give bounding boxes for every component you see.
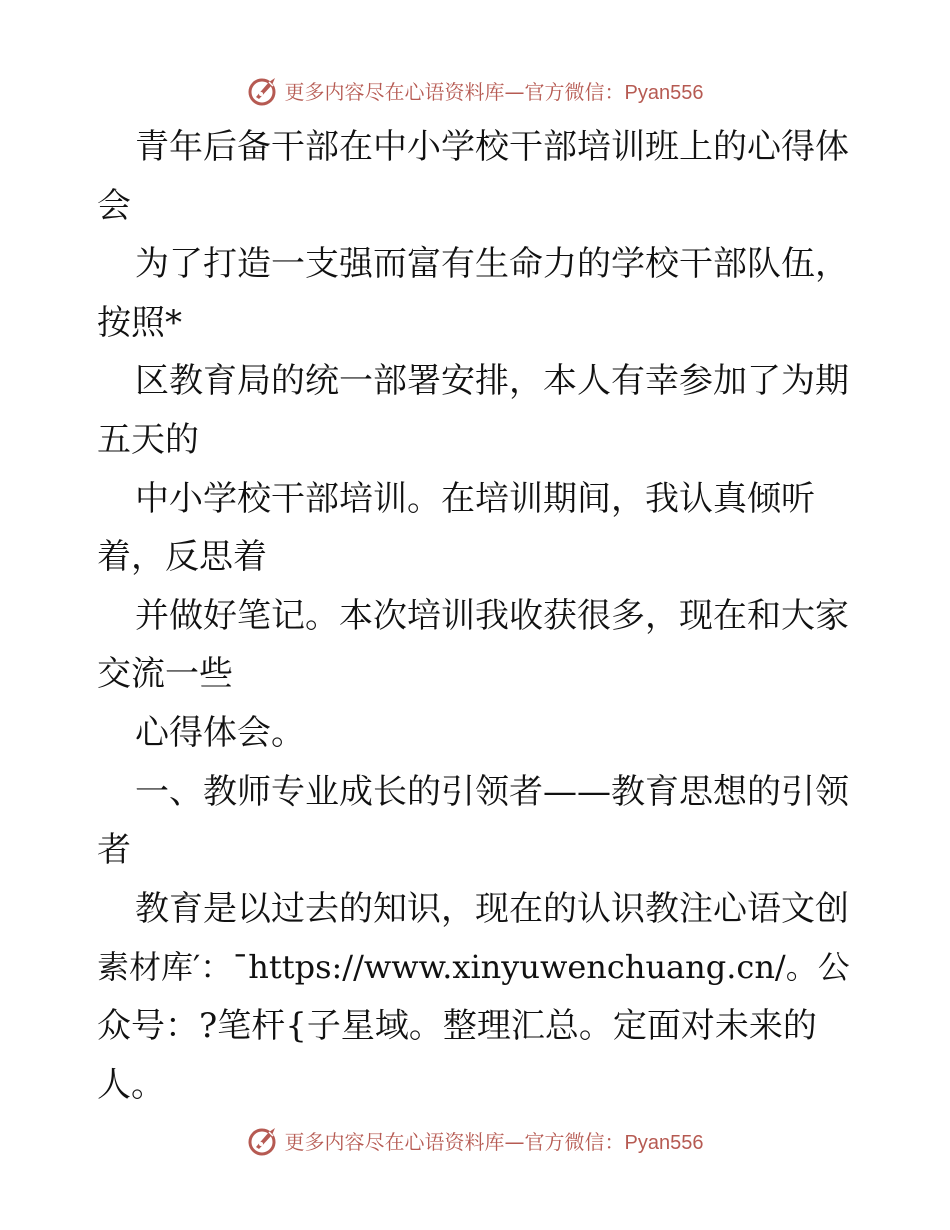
text-line: 交流一些 [97,654,233,695]
text-line: 为了打造一支强而富有生命力的学校干部队伍， [135,244,849,285]
text-line: 按照* [97,302,182,343]
banner-handle: Pyan556 [624,81,704,104]
text-line: 教育是以过去的知识，现在的认识教注心语文创 [135,888,849,929]
text-line: 素材库′：¯https://www.xinyuwenchuang.cn/。公 [97,948,850,987]
pen-nib-logo-icon [247,73,281,107]
text-line: 着，反思着 [97,537,267,578]
text-line: 人。 [97,1064,165,1105]
banner-text: 更多内容尽在心语资料库—官方微信：Pyan556 [284,1129,704,1154]
text-line: 青年后备干部在中小学校干部培训班上的心得体 [135,127,849,167]
text-line: 会 [97,185,131,226]
footer-watermark-banner [0,1120,950,1160]
banner-handle: Pyan556 [624,1131,704,1154]
pen-nib-logo-icon [247,1123,281,1157]
text-line: 者 [97,830,131,871]
banner-text: 更多内容尽在心语资料库—官方微信：Pyan556 [284,79,704,104]
text-line: 区教育局的统一部署安排，本人有幸参加了为期 [135,361,849,402]
header-watermark-banner [0,70,950,110]
text-line: 中小学校干部培训。在培训期间，我认真倾听 [135,478,815,519]
document-body [97,118,857,1114]
text-line: 一、教师专业成长的引领者——教育思想的引领 [135,771,849,812]
text-line: 众号：?笔杆{子星域。整理汇总。定面对未来的 [97,1005,817,1046]
text-line: 五天的 [97,419,199,460]
text-line: 心得体会。 [135,712,305,753]
text-line: 并做好笔记。本次培训我收获很多，现在和大家 [135,595,849,636]
